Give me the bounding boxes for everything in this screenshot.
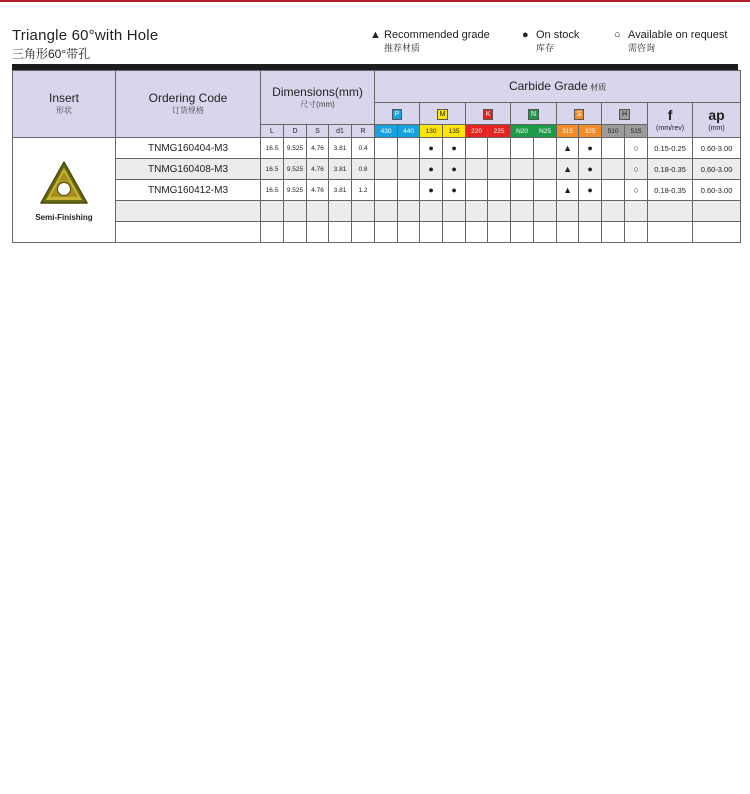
dimension-cell: 1.2 — [352, 180, 375, 201]
table-row — [13, 159, 741, 180]
grade-availability-cell: ○ — [625, 180, 648, 201]
grade-code: 135 — [443, 125, 466, 138]
grade-availability-cell — [602, 180, 625, 201]
dimension-cell: 0.8 — [352, 159, 375, 180]
grade-code: 315 — [557, 125, 579, 138]
grade-availability-cell — [466, 180, 488, 201]
dimension-cell — [329, 201, 352, 222]
grade-code: 515 — [625, 125, 648, 138]
grade-group-s: S — [557, 103, 602, 125]
grade-code: 130 — [420, 125, 443, 138]
grade-availability-cell — [579, 222, 602, 243]
grade-availability-cell: ○ — [625, 159, 648, 180]
dim-col-d: D — [284, 125, 307, 138]
dimension-cell: 16.5 — [261, 180, 284, 201]
feed-cell — [648, 222, 693, 243]
grade-availability-cell — [466, 201, 488, 222]
dimension-cell — [352, 222, 375, 243]
grade-availability-cell — [602, 201, 625, 222]
grade-availability-cell — [602, 159, 625, 180]
grade-code: 430 — [375, 125, 398, 138]
grade-availability-cell — [557, 201, 579, 222]
grade-availability-cell — [534, 222, 557, 243]
grade-availability-cell — [466, 138, 488, 159]
table-row — [13, 222, 741, 243]
legend-label: Available on request — [628, 29, 728, 41]
grade-availability-cell — [398, 159, 420, 180]
grade-availability-cell — [375, 138, 398, 159]
dimension-cell: 9.525 — [284, 180, 307, 201]
grade-availability-cell — [466, 222, 488, 243]
grade-availability-cell — [488, 159, 511, 180]
grade-availability-cell — [375, 180, 398, 201]
grade-availability-cell: ○ — [625, 138, 648, 159]
ordering-code-cell: TNMG160412-M3 — [116, 180, 261, 201]
grade-availability-cell — [511, 201, 534, 222]
depth-cell: 0.60-3.00 — [693, 138, 741, 159]
filled-dot-icon: ● — [522, 29, 529, 41]
dim-col-r: R — [352, 125, 375, 138]
grade-availability-cell: ● — [420, 180, 443, 201]
grade-availability-cell — [443, 201, 466, 222]
grade-availability-cell: ● — [443, 138, 466, 159]
grade-availability-cell: ▲ — [557, 180, 579, 201]
legend-label-cn: 推荐材质 — [384, 43, 421, 53]
grade-availability-cell — [534, 180, 557, 201]
ordering-code-cell: TNMG160408-M3 — [116, 159, 261, 180]
grade-availability-cell — [602, 222, 625, 243]
dim-col-d1: d1 — [329, 125, 352, 138]
dimension-cell: 3.81 — [329, 180, 352, 201]
ordering-code-cell — [116, 201, 261, 222]
dimension-cell: 4.76 — [307, 159, 329, 180]
insert-image-cell — [13, 138, 116, 243]
grade-availability-cell: ● — [579, 180, 602, 201]
grade-group-n: N — [511, 103, 557, 125]
dimension-cell — [352, 201, 375, 222]
grade-group-p: P — [375, 103, 420, 125]
grade-availability-cell: ● — [443, 180, 466, 201]
grade-availability-cell — [557, 222, 579, 243]
header-carbide-grade: Carbide Grade 材质 — [375, 71, 741, 103]
grade-code: N20 — [511, 125, 534, 138]
depth-cell: 0.60-3.00 — [693, 180, 741, 201]
ordering-code-cell — [116, 222, 261, 243]
grade-availability-cell — [534, 201, 557, 222]
top-accent-line — [0, 0, 750, 2]
feed-cell: 0.18-0.35 — [648, 159, 693, 180]
dimension-cell: 3.81 — [329, 138, 352, 159]
grade-availability-cell — [443, 222, 466, 243]
dimension-cell — [307, 222, 329, 243]
grade-availability-cell: ▲ — [557, 138, 579, 159]
grade-availability-cell — [488, 138, 511, 159]
dimension-cell: 0.4 — [352, 138, 375, 159]
filled-triangle-icon: ▲ — [370, 29, 381, 41]
grade-availability-cell — [625, 222, 648, 243]
triangle-insert-icon — [38, 159, 90, 207]
grade-availability-cell — [398, 180, 420, 201]
table-row — [13, 201, 741, 222]
grade-code: 225 — [488, 125, 511, 138]
grade-code: 440 — [398, 125, 420, 138]
dimension-cell: 3.81 — [329, 159, 352, 180]
header-ordering-code: Ordering Code 订货规格 — [116, 71, 261, 138]
dimension-cell — [284, 201, 307, 222]
grade-code: 325 — [579, 125, 602, 138]
grade-availability-cell: ▲ — [557, 159, 579, 180]
grade-code: N25 — [534, 125, 557, 138]
grade-availability-cell: ● — [579, 159, 602, 180]
grade-availability-cell — [466, 159, 488, 180]
dimension-cell: 9.525 — [284, 138, 307, 159]
legend-label: Recommended grade — [384, 29, 490, 41]
legend-recommended — [370, 29, 490, 54]
page-title: Triangle 60°with Hole — [12, 27, 159, 44]
grade-code: 510 — [602, 125, 625, 138]
table-row — [13, 138, 741, 159]
product-table — [12, 70, 741, 243]
grade-availability-cell — [375, 222, 398, 243]
depth-cell — [693, 201, 741, 222]
grade-availability-cell — [602, 138, 625, 159]
page-subtitle-cn: 三角形60°带孔 — [12, 47, 91, 61]
dimension-cell: 16.5 — [261, 159, 284, 180]
grade-group-m: M — [420, 103, 466, 125]
insert-type-label: Semi-Finishing — [35, 212, 93, 222]
header-insert: Insert 形状 — [13, 71, 116, 138]
dimension-cell — [261, 222, 284, 243]
grade-availability-cell — [511, 138, 534, 159]
grade-availability-cell — [420, 201, 443, 222]
grade-availability-cell: ● — [420, 159, 443, 180]
grade-availability-cell — [398, 222, 420, 243]
grade-availability-cell — [488, 201, 511, 222]
legend-label-cn: 库存 — [536, 43, 555, 53]
feed-cell: 0.18-0.35 — [648, 180, 693, 201]
grade-availability-cell — [625, 201, 648, 222]
depth-cell: 0.60-3.00 — [693, 159, 741, 180]
grade-availability-cell — [375, 159, 398, 180]
dimension-cell — [284, 222, 307, 243]
dimension-cell — [329, 222, 352, 243]
grade-availability-cell — [488, 222, 511, 243]
dim-col-s: S — [307, 125, 329, 138]
legend-on-stock — [522, 29, 580, 54]
dimension-cell — [261, 201, 284, 222]
ordering-code-cell: TNMG160404-M3 — [116, 138, 261, 159]
header-depth-of-cut: ap (mm) — [693, 103, 741, 138]
dimension-cell: 4.76 — [307, 180, 329, 201]
grade-code: 220 — [466, 125, 488, 138]
grade-availability-cell: ● — [443, 159, 466, 180]
grade-availability-cell — [398, 201, 420, 222]
grade-availability-cell — [511, 159, 534, 180]
dimension-cell: 16.5 — [261, 138, 284, 159]
table-row — [13, 180, 741, 201]
grade-availability-cell — [534, 159, 557, 180]
grade-availability-cell — [488, 180, 511, 201]
legend-label: On stock — [536, 29, 580, 41]
dimension-cell — [307, 201, 329, 222]
open-circle-icon: ○ — [614, 29, 621, 41]
grade-group-h: H — [602, 103, 648, 125]
dimension-cell: 4.76 — [307, 138, 329, 159]
feed-cell — [648, 201, 693, 222]
grade-availability-cell — [534, 138, 557, 159]
feed-cell: 0.15-0.25 — [648, 138, 693, 159]
legend-on-request — [614, 29, 728, 54]
grade-availability-cell — [375, 201, 398, 222]
grade-availability-cell: ● — [579, 138, 602, 159]
legend-label-cn: 需咨询 — [628, 43, 656, 53]
grade-group-k: K — [466, 103, 511, 125]
dimension-cell: 9.525 — [284, 159, 307, 180]
header-feed: f (mm/rev) — [648, 103, 693, 138]
grade-availability-cell: ● — [420, 138, 443, 159]
grade-availability-cell — [511, 180, 534, 201]
grade-availability-cell — [511, 222, 534, 243]
dim-col-l: L — [261, 125, 284, 138]
grade-availability-cell — [420, 222, 443, 243]
grade-availability-cell — [579, 201, 602, 222]
grade-availability-cell — [398, 138, 420, 159]
depth-cell — [693, 222, 741, 243]
header-dimensions: Dimensions(mm) 尺寸(mm) — [261, 71, 375, 125]
